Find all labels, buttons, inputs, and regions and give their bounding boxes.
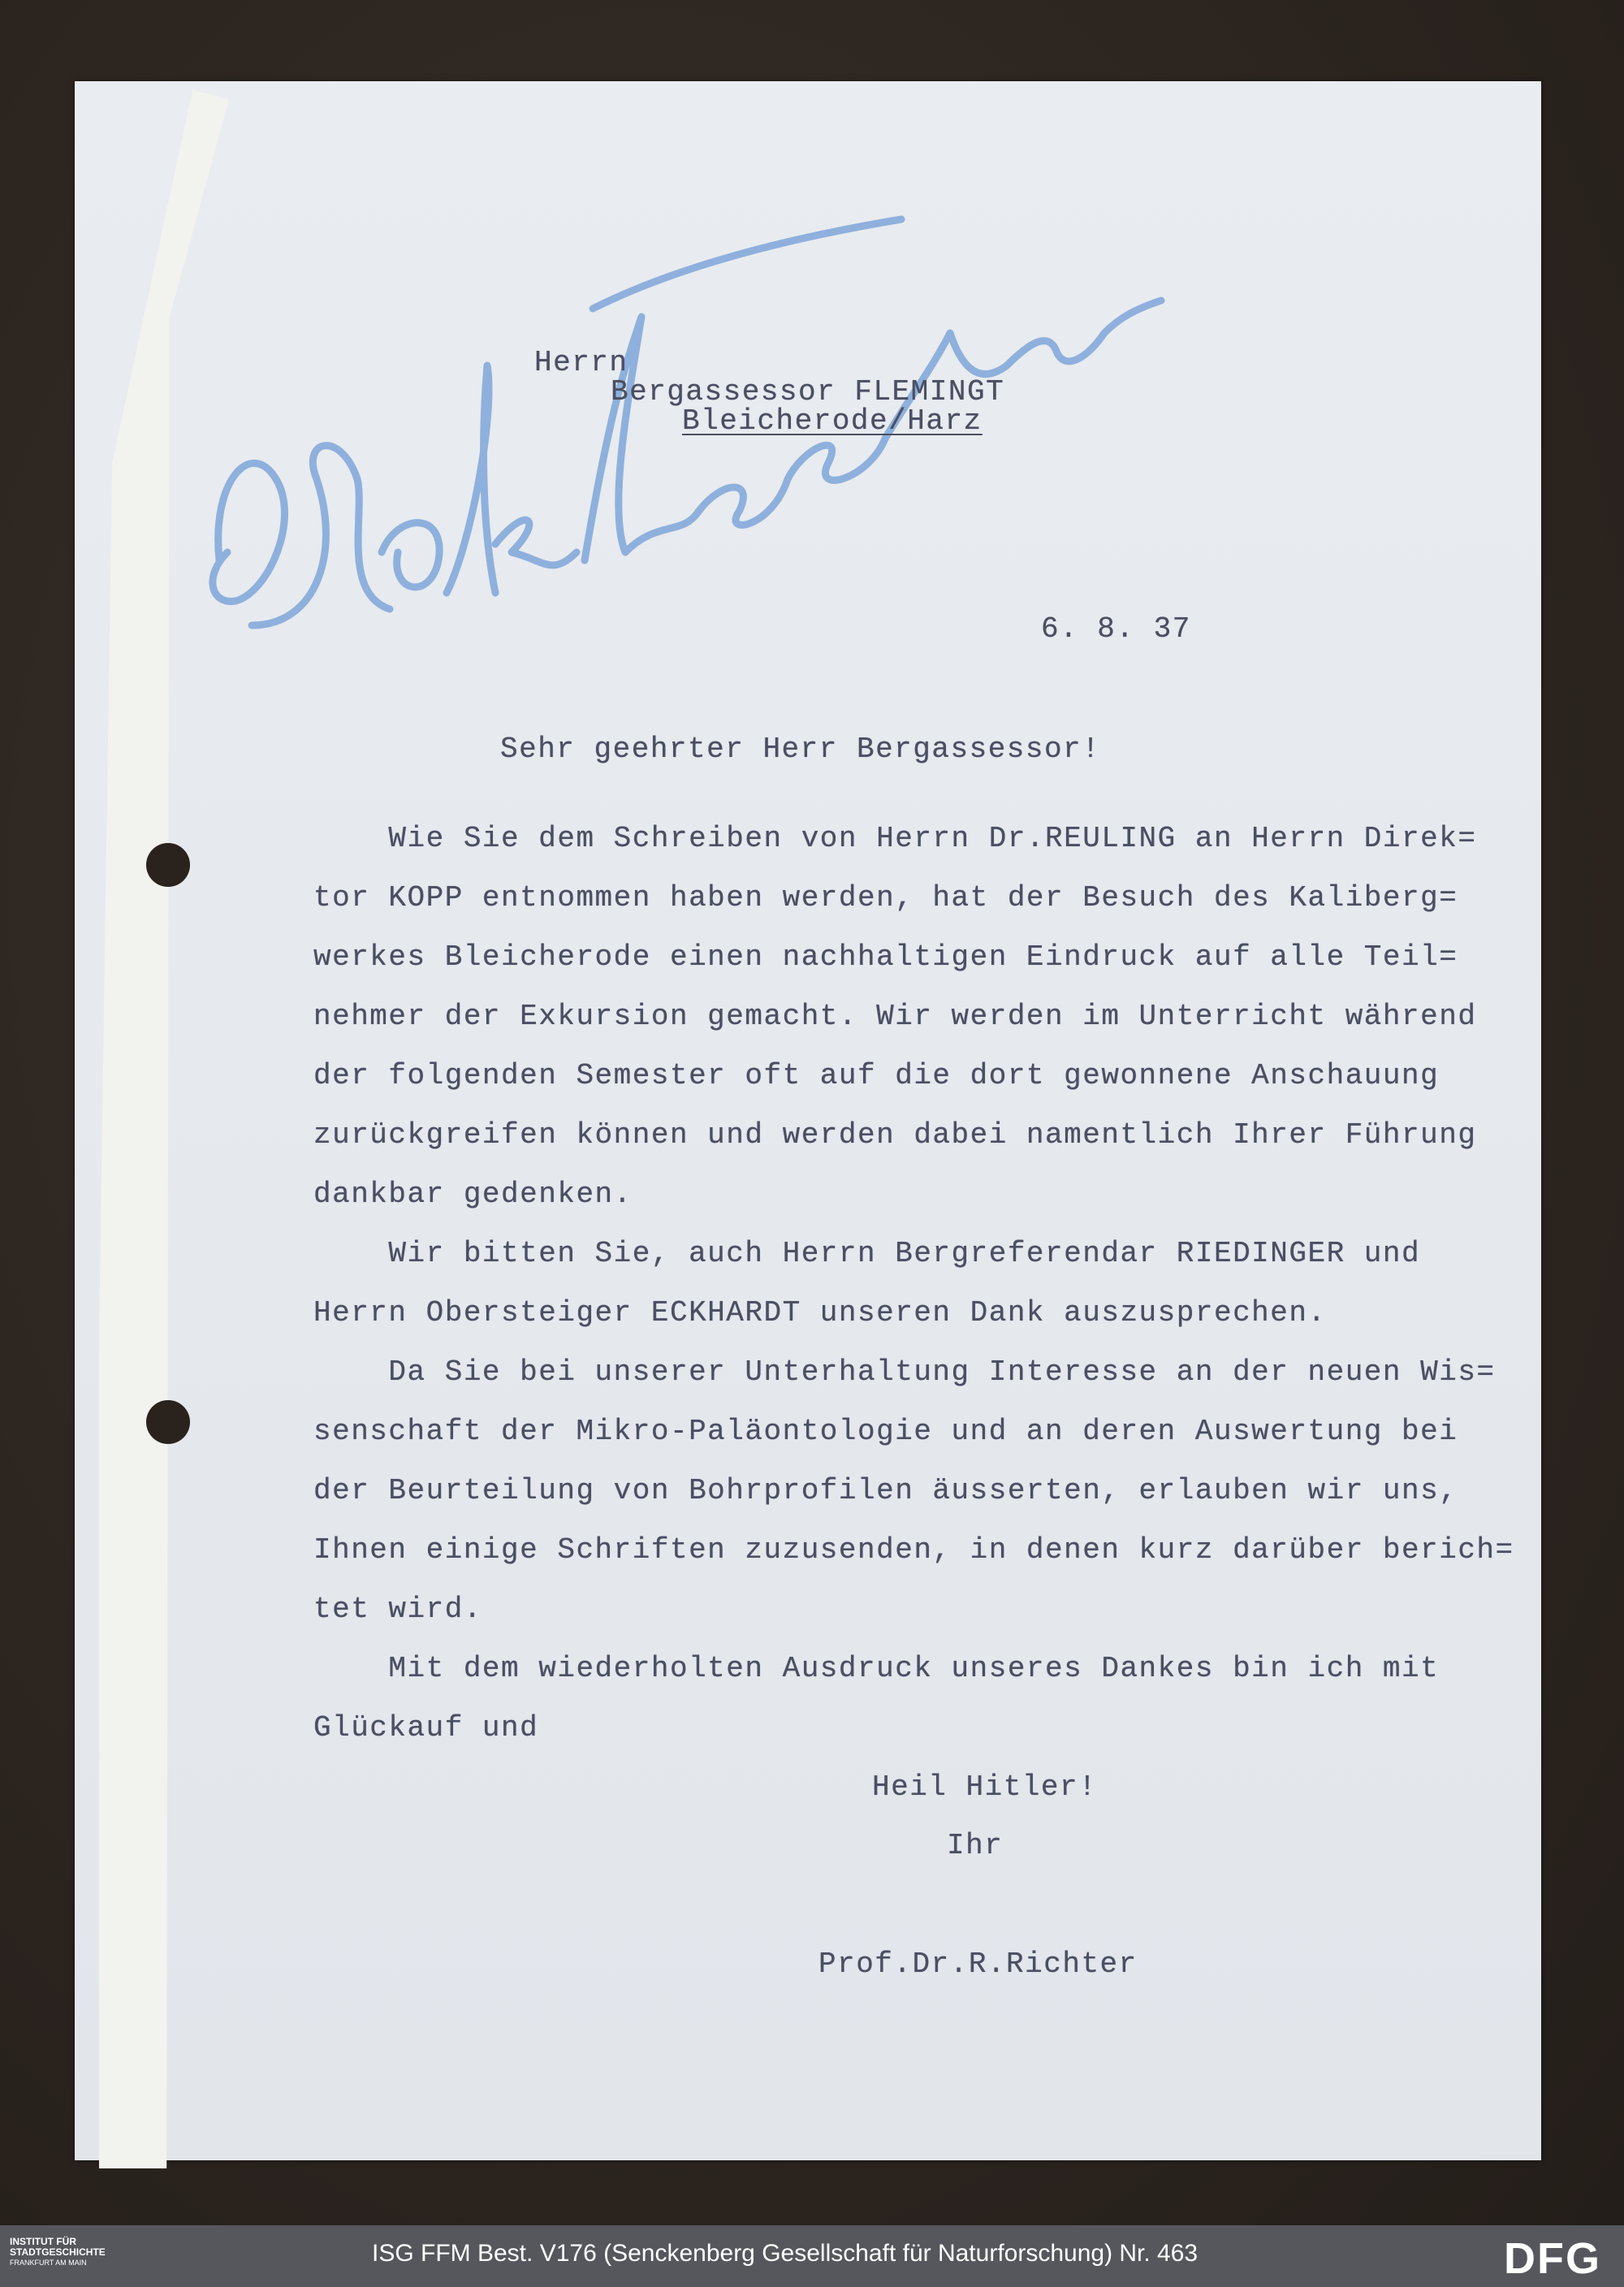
address-place: Bleicherode/Harz — [682, 404, 983, 438]
body-line: nehmer der Exkursion gemacht. Wir werden im Unterricht während — [313, 1000, 1477, 1033]
body-line: senschaft der Mikro-Paläontologie und an deren Auswertung bei — [313, 1415, 1458, 1448]
body-line: Glückauf und — [313, 1711, 539, 1744]
body-line: tor KOPP entnommen haben werden, hat der Besuch des Kaliberg= — [313, 881, 1458, 914]
body-line: dankbar gedenken. — [313, 1178, 633, 1211]
body-line: der folgenden Semester oft auf die dort gewonnene Anschauung — [313, 1059, 1440, 1092]
closing-salute: Heil Hitler! — [872, 1770, 1098, 1804]
body-line: Wir bitten Sie, auch Herrn Bergreferendar RIEDINGER und — [313, 1237, 1421, 1270]
closing-ihr: Ihr — [947, 1829, 1004, 1862]
body-line: der Beurteilung von Bohrprofilen äusserten, erlauben wir uns, — [313, 1474, 1458, 1507]
punch-hole-lower — [146, 1400, 190, 1444]
institute-line: FRANKFURT AM MAIN — [10, 2259, 87, 2267]
punch-hole-upper — [146, 843, 190, 887]
body-line: zurückgreifen können und werden dabei namentlich Ihrer Führung — [313, 1118, 1477, 1152]
letter-date: 6. 8. 37 — [1041, 612, 1191, 646]
body-line: tet wird. — [313, 1593, 482, 1626]
address-salutation: Herrn — [534, 346, 628, 379]
address-name: Bergassessor FLEMINGT — [611, 375, 1005, 409]
body-line: werkes Bleicherode einen nachhaltigen Eindruck auf alle Teil= — [313, 940, 1458, 974]
signature-line: Prof.Dr.R.Richter — [818, 1948, 1138, 1981]
dfg-logo: DFG — [1504, 2234, 1601, 2283]
body-line: Herrn Obersteiger ECKHARDT unseren Dank auszusprechen. — [313, 1296, 1327, 1329]
institute-line: STADTGESCHICHTE — [10, 2246, 106, 2258]
archive-citation: ISG FFM Best. V176 (Senckenberg Gesellschaft für Naturforschung) Nr. 463 — [372, 2240, 1199, 2267]
body-line: Wie Sie dem Schreiben von Herrn Dr.REULING an Herrn Direk= — [313, 822, 1477, 855]
institute-logo — [10, 2237, 106, 2268]
body-line: Mit dem wiederholten Ausdruck unseres Dankes bin ich mit — [313, 1652, 1440, 1685]
body-line: Ihnen einige Schriften zuzusenden, in denen kurz darüber berich= — [313, 1533, 1514, 1567]
letter-greeting: Sehr geehrter Herr Bergassessor! — [500, 733, 1101, 766]
institute-line: INSTITUT FÜR — [10, 2236, 76, 2247]
archive-footer — [0, 2225, 1624, 2287]
body-line: Da Sie bei unserer Unterhaltung Interesse an der neuen Wis= — [313, 1355, 1496, 1389]
